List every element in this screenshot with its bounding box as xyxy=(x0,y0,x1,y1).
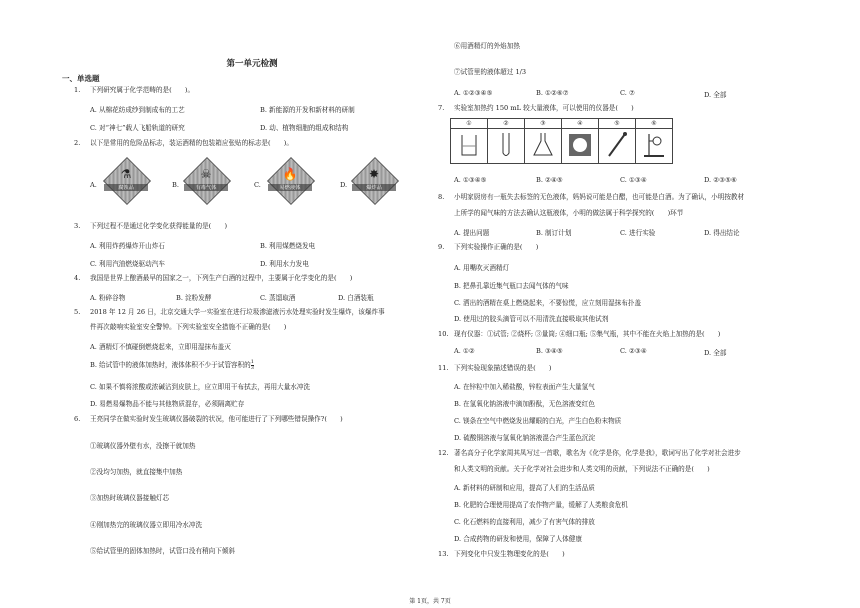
table-head: ⑥ xyxy=(636,119,673,129)
q4-option-c[interactable]: C. 蒸馏取酒 xyxy=(260,294,296,302)
q2-option-d[interactable]: D. xyxy=(340,181,348,189)
q5-option-d[interactable]: D. 易燃易爆物品不能与其他物质混存，必须隔离贮存 xyxy=(90,400,245,408)
q7-option-b[interactable]: B. ②④⑤ xyxy=(536,176,563,184)
question-12-cont: 和人类文明的贡献。关于化学对社会进步和人类文明的贡献，下列说法不正确的是( ) xyxy=(454,465,710,473)
question-2: 2. 以下是常用的危险品标志，装运酒精的包装箱应张贴的标志是( )。 xyxy=(74,139,293,147)
q10-option-b[interactable]: B. ③④⑤ xyxy=(536,347,563,355)
q6-item-6: ⑥用酒精灯的外焰加热 xyxy=(454,42,520,50)
iron-stand-icon xyxy=(636,129,673,164)
q2-option-b[interactable]: B. xyxy=(172,181,179,189)
flammable-liquid-sign-icon: 🔥 易燃液体 xyxy=(268,158,312,202)
question-6: 6. 王亮同学在做实验时发生玻璃仪器破裂的状况，他可能进行了下列哪些错误操作?( ) xyxy=(74,415,343,423)
q6-item-3: ③加热时玻璃仪器接触灯芯 xyxy=(90,494,170,502)
q10-option-c[interactable]: C. ②③④ xyxy=(620,347,647,355)
fraction: $\frac{1}{3}$ xyxy=(250,358,254,371)
q7-option-a[interactable]: A. ①③④⑤ xyxy=(454,176,487,184)
q6-item-5: ⑤给试管里的固体加热时，试管口没有稍向下倾斜 xyxy=(90,547,236,555)
q9-option-a[interactable]: A. 用嘴吹灭酒精灯 xyxy=(454,264,510,272)
q6-option-d[interactable]: D. 全部 xyxy=(704,91,727,99)
q4-option-a[interactable]: A. 粉碎谷物 xyxy=(90,294,126,302)
q12-option-b[interactable]: B. 化肥的合理使用提高了农作物产量，缓解了人类粮食危机 xyxy=(454,501,628,509)
q1-option-a[interactable]: A. 从棉花纺成纱到制成布的工艺 xyxy=(90,106,185,114)
q12-option-d[interactable]: D. 合成药物的研发和使用，保障了人体健康 xyxy=(454,535,582,543)
question-1: 1. 下列研究属于化学范畴的是( )。 xyxy=(74,86,195,94)
question-8-cont: 上所学的闻气味的方法去确认这瓶液体，小明的做法属于科学探究的( )环节 xyxy=(454,209,684,217)
q10-option-d[interactable]: D. 全部 xyxy=(704,349,727,357)
question-12: 12. 著名高分子化学家周其凤写过一首歌，歌名为《化学是你，化学是我》，歌词写出了化学对社会进步 xyxy=(438,449,741,457)
q2-option-c[interactable]: C. xyxy=(254,181,261,189)
table-head: ① xyxy=(451,119,488,129)
q1-option-b[interactable]: B. 新能源的开发和新材料的研制 xyxy=(260,106,355,114)
question-8: 8. 小明家厨房有一瓶失去标签的无色液体，妈妈说可能是白醋，也可能是白酒。为了确认，小明按教材 xyxy=(438,193,745,201)
test-tube-icon xyxy=(488,129,525,164)
q9-option-d[interactable]: D. 使用过的胶头滴管可以不用清洗直接吸取其他试剂 xyxy=(454,315,609,323)
question-5-cont: 件再次敲响实验室安全警钟。下列实验室安全措施不正确的是( ) xyxy=(90,323,287,331)
q1-option-c[interactable]: C. 对“神七”载人飞船轨道的研究 xyxy=(90,124,185,132)
q4-option-b[interactable]: B. 淀粉发酵 xyxy=(176,294,212,302)
q8-option-c[interactable]: C. 进行实验 xyxy=(620,229,656,237)
q2-option-a[interactable]: A. xyxy=(90,181,97,189)
table-head: ④ xyxy=(562,119,599,129)
q3-option-b[interactable]: B. 利用煤燃烧发电 xyxy=(260,242,316,250)
wire-gauze-icon xyxy=(562,129,599,164)
question-3: 3. 下列过程不是通过化学变化获得能量的是( ) xyxy=(74,222,228,230)
question-5: 5. 2018 年 12 月 26 日，北京交通大学一实验室在进行垃圾渗滤液污水处理实验时发生爆炸，该爆炸事 xyxy=(74,308,385,316)
question-10: 10. 现有仪器：①试管; ②烧杯; ③量筒; ④细口瓶; ⑤集气瓶，其中不能在火焰上加热的是( ) xyxy=(438,330,721,338)
q9-option-b[interactable]: B. 把鼻孔靠近集气瓶口去闻气体的气味 xyxy=(454,282,569,290)
q11-option-d[interactable]: D. 硫酸铜溶液与氢氧化钠溶液混合产生蓝色沉淀 xyxy=(454,434,596,442)
flask-icon xyxy=(525,129,562,164)
q8-option-d[interactable]: D. 得出结论 xyxy=(704,229,740,237)
explosive-sign-icon: ✸ 爆炸品 xyxy=(352,158,396,202)
q10-option-a[interactable]: A. ①② xyxy=(454,347,475,355)
question-7: 7. 实验室加热约 150 mL 较大量液体，可以使用的仪器是( ) xyxy=(438,104,634,112)
q12-option-c[interactable]: C. 化石燃料的直接利用，减少了有害气体的排放 xyxy=(454,518,595,526)
q8-option-a[interactable]: A. 提出问题 xyxy=(454,229,490,237)
q3-option-c[interactable]: C. 利用汽油燃烧驱动汽车 xyxy=(90,260,165,268)
q7-option-c[interactable]: C. ①③④ xyxy=(620,176,647,184)
q12-option-a[interactable]: A. 新材料的研制和应用，提高了人们的生活品质 xyxy=(454,484,595,492)
q8-option-b[interactable]: B. 制订计划 xyxy=(536,229,572,237)
question-9: 9. 下列实验操作正确的是( ) xyxy=(438,243,539,251)
page-title: 第一单元检测 xyxy=(226,59,278,69)
q5-option-c[interactable]: C. 如果不慎将浓酸或浓碱沾到皮肤上，应立即用干布拭去，再用大量水冲洗 xyxy=(90,383,311,391)
q6-item-4: ④刚加热完的玻璃仪器立即用冷水冲洗 xyxy=(90,521,203,529)
table-head: ② xyxy=(488,119,525,129)
q7-option-d[interactable]: D. ②③⑤⑥ xyxy=(704,176,737,184)
apparatus-table xyxy=(450,118,673,164)
q6-item-1: ①玻璃仪器外壁有水，没擦干就加热 xyxy=(90,442,196,450)
alcohol-lamp-icon xyxy=(599,129,636,164)
q11-option-b[interactable]: B. 在氢氧化钠溶液中滴加酚酞，无色溶液变红色 xyxy=(454,400,595,408)
q6-item-7: ⑦试管里的液体超过 1/3 xyxy=(454,68,527,76)
section-heading: 一、单选题 xyxy=(62,74,100,83)
toxic-gas-sign-icon: ☠ 有毒气体 xyxy=(184,158,228,202)
q6-item-2: ②没均匀加热，就直接集中加热 xyxy=(90,468,183,476)
question-4: 4. 我国是世界上酿酒最早的国家之一，下列生产白酒的过程中，主要属于化学变化的是( ) xyxy=(74,274,353,282)
beaker-icon xyxy=(451,129,488,164)
q5-option-b[interactable]: B. 给试管中的液体加热时，液体体积不少于试管容积的$\frac{1}{3}$ xyxy=(90,358,254,371)
q3-option-d[interactable]: D. 利用水力发电 xyxy=(260,260,309,268)
q3-option-a[interactable]: A. 利用炸药爆炸开山炸石 xyxy=(90,242,165,250)
q6-option-a[interactable]: A. ①②③④⑤ xyxy=(454,89,493,97)
q1-option-d[interactable]: D. 动、植物细胞的组成和结构 xyxy=(260,124,349,132)
q5-option-a[interactable]: A. 酒精灯不慎碰倒燃烧起来，立即用湿抹布盖灭 xyxy=(90,343,231,351)
q9-option-c[interactable]: C. 洒出的酒精在桌上燃烧起来，不要惊慌，应立刻用湿抹布扑盖 xyxy=(454,299,642,307)
page-footer: 第 1页，共 7页 xyxy=(409,598,451,605)
q11-option-c[interactable]: C. 镁条在空气中燃烧发出耀眼的白光，产生白色粉末物质 xyxy=(454,417,622,425)
question-11: 11. 下列实验现象描述错误的是( ) xyxy=(438,364,552,372)
q4-option-d[interactable]: D. 白酒装瓶 xyxy=(338,294,374,302)
table-head: ③ xyxy=(525,119,562,129)
q6-option-c[interactable]: C. ⑦ xyxy=(620,89,635,97)
q11-option-a[interactable]: A. 在锌粒中加入稀盐酸，锌粒表面产生大量氢气 xyxy=(454,383,595,391)
table-head: ⑤ xyxy=(599,119,636,129)
q6-option-b[interactable]: B. ①②⑥⑦ xyxy=(536,89,569,97)
corrosive-sign-icon: ⚗ 腐蚀品 xyxy=(104,158,148,202)
question-13: 13. 下列变化中只发生物理变化的是( ) xyxy=(438,550,565,558)
